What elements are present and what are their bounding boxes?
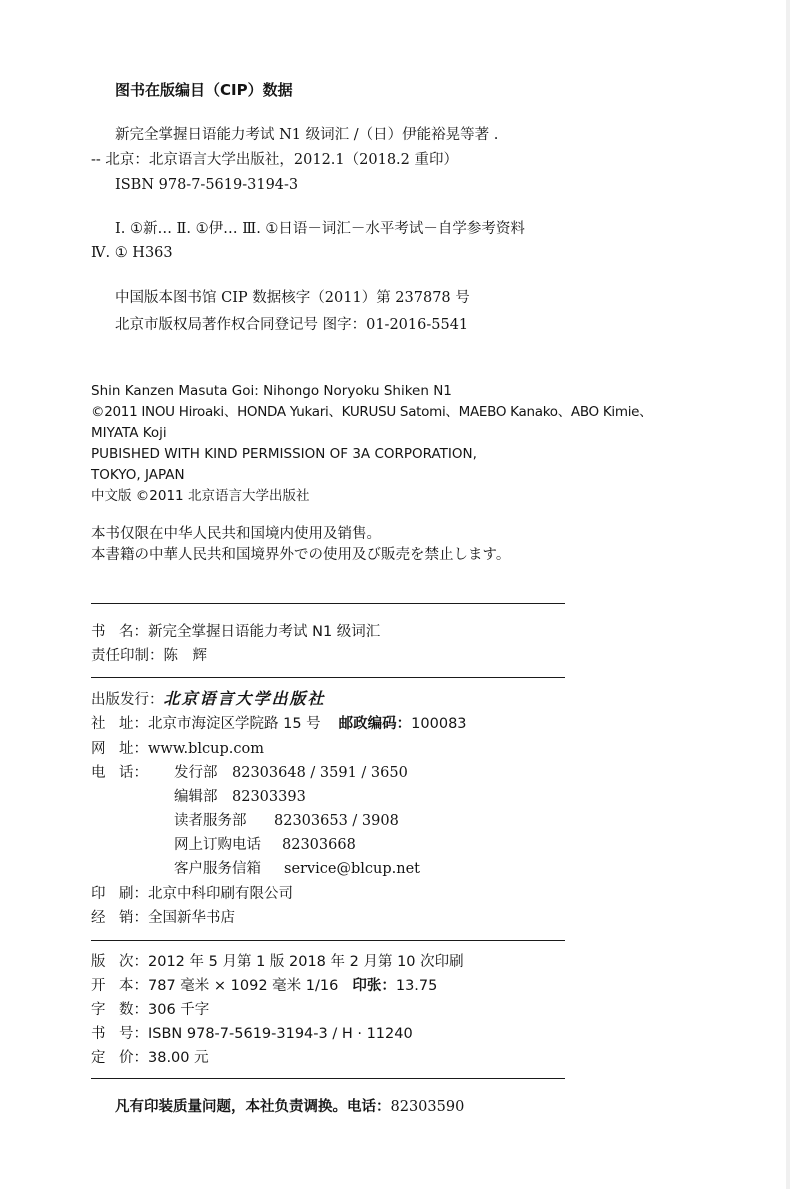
postcode-label: 邮政编码：: [338, 716, 412, 732]
website-label-b: 址：: [119, 741, 148, 757]
edition-label-b: 次：: [119, 954, 148, 970]
chinese-edition-copyright: 中文版 ©2011 北京语言大学出版社: [91, 488, 310, 504]
cip-title-line: 新完全掌握日语能力考试 N1 级词汇 /（日）伊能裕晃等著 .: [115, 127, 499, 143]
website-label-a: 网: [91, 741, 106, 757]
word-count-row: [91, 1003, 209, 1018]
cip-classification-code: Ⅳ. ① H363: [91, 245, 173, 261]
price-row: [91, 1051, 209, 1066]
price: 38.00 元: [148, 1050, 209, 1066]
divider: [91, 603, 565, 604]
address-row: [91, 717, 467, 732]
print-responsibility-row: [91, 649, 207, 664]
format-label-a: 开: [91, 978, 106, 994]
format-row: [91, 979, 437, 994]
publisher-website: www.blcup.com: [148, 741, 264, 757]
book-title-row: [91, 625, 380, 640]
print-responsibility-name: 陈 辉: [163, 648, 207, 664]
cip-classification-line: Ⅰ. ①新… Ⅱ. ①伊… Ⅲ. ①日语－词汇－水平考试－自学参考资料: [115, 221, 525, 237]
distributor-row: [91, 911, 235, 926]
postcode: 100083: [411, 716, 467, 732]
distributor-name: 全国新华书店: [148, 910, 235, 926]
restriction-japanese: 本書籍の中華人民共和国境界外での使用及び販売を禁止します。: [91, 547, 511, 563]
permission-location: TOKYO, JAPAN: [91, 467, 185, 483]
phone-dept: 读者服务部: [174, 813, 247, 829]
phone-entry: [174, 862, 420, 877]
printer-name: 北京中科印刷有限公司: [148, 886, 293, 902]
publisher-row: [91, 691, 326, 708]
copyright-registration: 北京市版权局著作权合同登记号 图字：01-2016-5541: [115, 317, 469, 333]
phone-row: [91, 766, 148, 781]
printer-label-b: 刷：: [119, 886, 148, 902]
sheets-value: 13.75: [395, 978, 438, 994]
price-label-b: 价：: [119, 1050, 148, 1066]
phone-number: 82303668: [282, 837, 356, 853]
quality-notice: 凡有印装质量问题，本社负责调换。电话：: [115, 1099, 391, 1115]
distributor-label-a: 经: [91, 910, 106, 926]
publisher-name-logotype: 北京语言大学出版社: [163, 689, 326, 708]
book-number-row: [91, 1027, 413, 1042]
format-label-b: 本：: [119, 978, 148, 994]
book-title: 新完全掌握日语能力考试 N1 级词汇: [148, 624, 381, 640]
edition-info: 2012 年 5 月第 1 版 2018 年 2 月第 10 次印刷: [148, 954, 464, 970]
quality-notice-phone: 82303590: [390, 1099, 465, 1115]
service-email: service@blcup.net: [284, 861, 421, 877]
address-label-b: 址：: [119, 716, 148, 732]
cip-publisher-line: -- 北京：北京语言大学出版社，2012.1（2018.2 重印）: [91, 152, 458, 168]
phone-dept: 编辑部: [174, 789, 218, 805]
cip-number: 中国版本图书馆 CIP 数据核字（2011）第 237878 号: [115, 290, 470, 306]
address-label-a: 社: [91, 716, 106, 732]
cip-heading: 图书在版编目（CIP）数据: [115, 81, 293, 99]
word-count-label-b: 数：: [119, 1002, 148, 1018]
book-number-label-a: 书: [91, 1026, 106, 1042]
original-authors-continued: MIYATA Koji: [91, 425, 167, 441]
book-title-label-a: 书: [91, 624, 106, 640]
publisher-label: 出版发行：: [91, 692, 164, 708]
edition-label-a: 版: [91, 954, 106, 970]
divider: [91, 677, 565, 678]
word-count-label-a: 字: [91, 1002, 106, 1018]
cip-isbn: ISBN 978-7-5619-3194-3: [115, 177, 299, 193]
book-title-label-b: 名：: [119, 624, 148, 640]
phone-label-b: 话：: [119, 765, 148, 781]
divider: [91, 940, 565, 941]
book-number-label-b: 号：: [119, 1026, 148, 1042]
website-row: [91, 742, 264, 757]
sheets-label: 印张：: [352, 978, 396, 994]
phone-dept: 网上订购电话: [174, 837, 261, 853]
phone-number: 82303648 / 3591 / 3650: [232, 765, 408, 781]
phone-label-a: 电: [91, 765, 106, 781]
edition-row: [91, 955, 464, 970]
service-email-label: 客户服务信箱: [174, 861, 261, 877]
phone-entry: [174, 766, 408, 781]
phone-entry: [174, 838, 356, 853]
format-info: 787 毫米 × 1092 毫米 1/16: [148, 978, 339, 994]
printer-label-a: 印: [91, 886, 106, 902]
phone-number: 82303653 / 3908: [274, 813, 399, 829]
divider: [91, 1078, 565, 1079]
phone-number: 82303393: [232, 789, 306, 805]
print-responsibility-label: 责任印制：: [91, 648, 164, 664]
original-title: Shin Kanzen Masuta Goi: Nihongo Noryoku Shiken N1: [91, 383, 452, 399]
permission-statement: PUBISHED WITH KIND PERMISSION OF 3A CORPORATION,: [91, 446, 477, 462]
publisher-address: 北京市海淀区学院路 15 号: [148, 716, 321, 732]
quality-notice-row: [115, 1100, 464, 1115]
phone-entry: [174, 814, 399, 829]
phone-dept: 发行部: [174, 765, 218, 781]
phone-entry: [174, 790, 306, 805]
book-number: ISBN 978-7-5619-3194-3 / H · 11240: [148, 1026, 413, 1042]
printer-row: [91, 887, 293, 902]
word-count: 306 千字: [148, 1002, 210, 1018]
original-authors: ©2011 INOU Hiroaki、HONDA Yukari、KURUSU Satomi、MAEBO Kanako、ABO Kimie、: [91, 404, 653, 420]
distributor-label-b: 销：: [119, 910, 148, 926]
restriction-chinese: 本书仅限在中华人民共和国境内使用及销售。: [91, 526, 381, 542]
price-label-a: 定: [91, 1050, 106, 1066]
